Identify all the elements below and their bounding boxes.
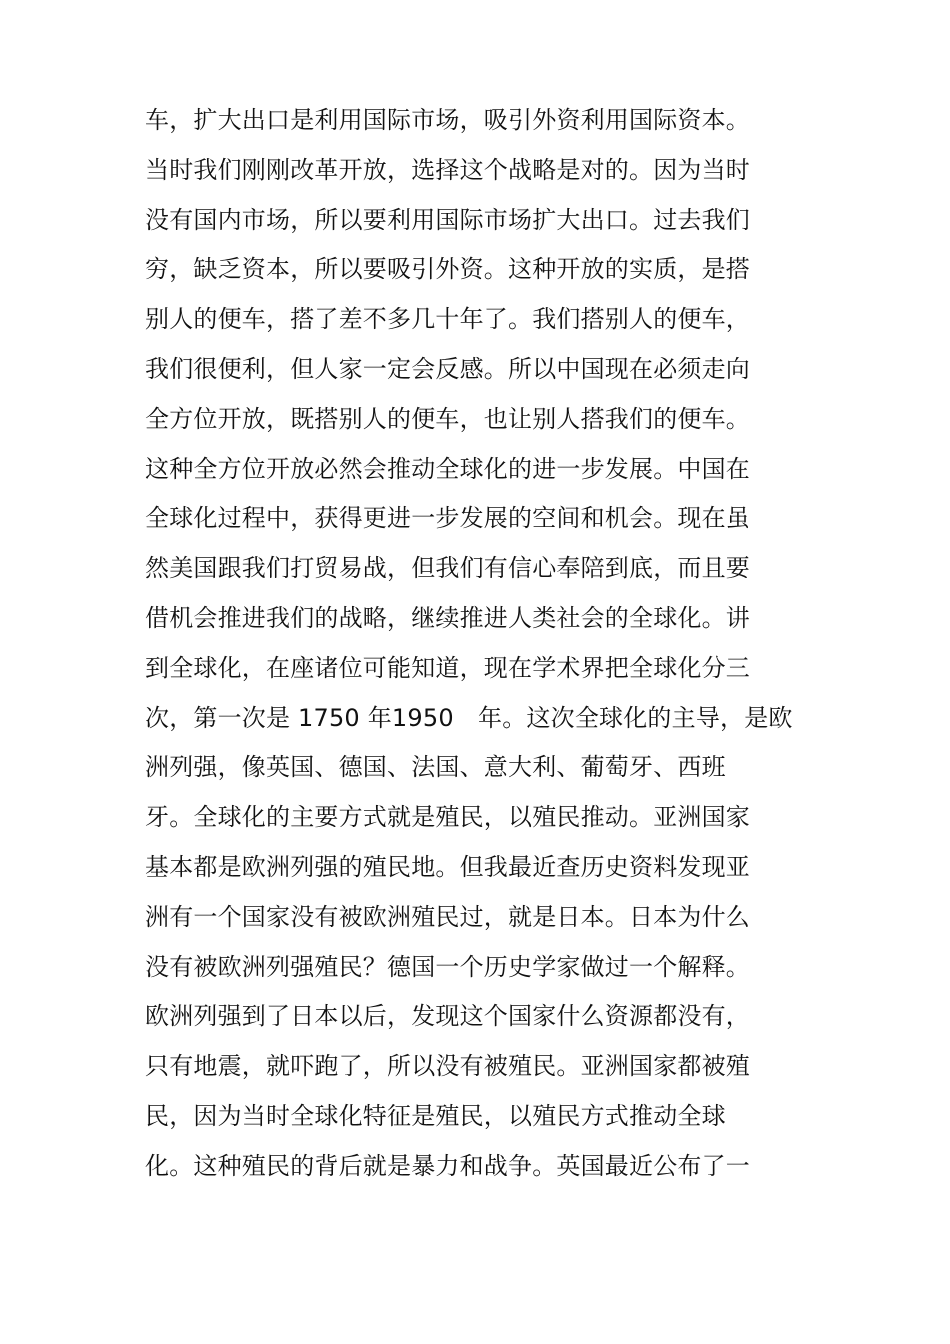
- text-line: 当时我们刚刚改革开放，选择这个战略是对的。因为当时: [145, 155, 750, 184]
- text-line: 别人的便车，搭了差不多几十年了。我们搭别人的便车，: [145, 305, 750, 334]
- text-line: 这种全方位开放必然会推动全球化的进一步发展。中国在: [145, 454, 750, 483]
- text-line: 化。这种殖民的背后就是暴力和战争。英国最近公布了一: [145, 1151, 750, 1180]
- text-line: 没有被欧洲列强殖民？德国一个历史学家做过一个解释。: [145, 952, 750, 981]
- text-line: 洲有一个国家没有被欧洲殖民过，就是日本。日本为什么: [145, 902, 750, 931]
- text-line: 洲列强，像英国、德国、法国、意大利、葡萄牙、西班: [145, 753, 726, 782]
- text-line: 到全球化，在座诸位可能知道，现在学术界把全球化分三: [145, 653, 750, 682]
- text-line: 穷，缺乏资本，所以要吸引外资。这种开放的实质，是搭: [145, 255, 750, 284]
- body-text: [145, 96, 845, 1192]
- text-line: 车，扩大出口是利用国际市场，吸引外资利用国际资本。: [145, 106, 750, 134]
- text-line: 全方位开放，既搭别人的便车，也让别人搭我们的便车。: [145, 404, 750, 433]
- text-line: 然美国跟我们打贸易战，但我们有信心奉陪到底，而且要: [145, 554, 750, 583]
- text-line: 民，因为当时全球化特征是殖民，以殖民方式推动全球: [145, 1101, 726, 1130]
- text-line: 没有国内市场，所以要利用国际市场扩大出口。过去我们: [145, 205, 750, 234]
- text-line: 次，第一次是 1750 年1950 年。这次全球化的主导，是欧: [145, 703, 793, 732]
- text-line: 只有地震，就吓跑了，所以没有被殖民。亚洲国家都被殖: [145, 1052, 750, 1081]
- text-line: 我们很便利，但人家一定会反感。所以中国现在必须走向: [145, 354, 750, 383]
- text-line: 借机会推进我们的战略，继续推进人类社会的全球化。讲: [145, 603, 750, 632]
- text-line: 牙。全球化的主要方式就是殖民，以殖民推动。亚洲国家: [145, 803, 750, 832]
- text-line: 全球化过程中，获得更进一步发展的空间和机会。现在虽: [145, 504, 750, 533]
- text-line: 基本都是欧洲列强的殖民地。但我最近查历史资料发现亚: [145, 852, 750, 881]
- text-line: 欧洲列强到了日本以后，发现这个国家什么资源都没有，: [145, 1002, 750, 1031]
